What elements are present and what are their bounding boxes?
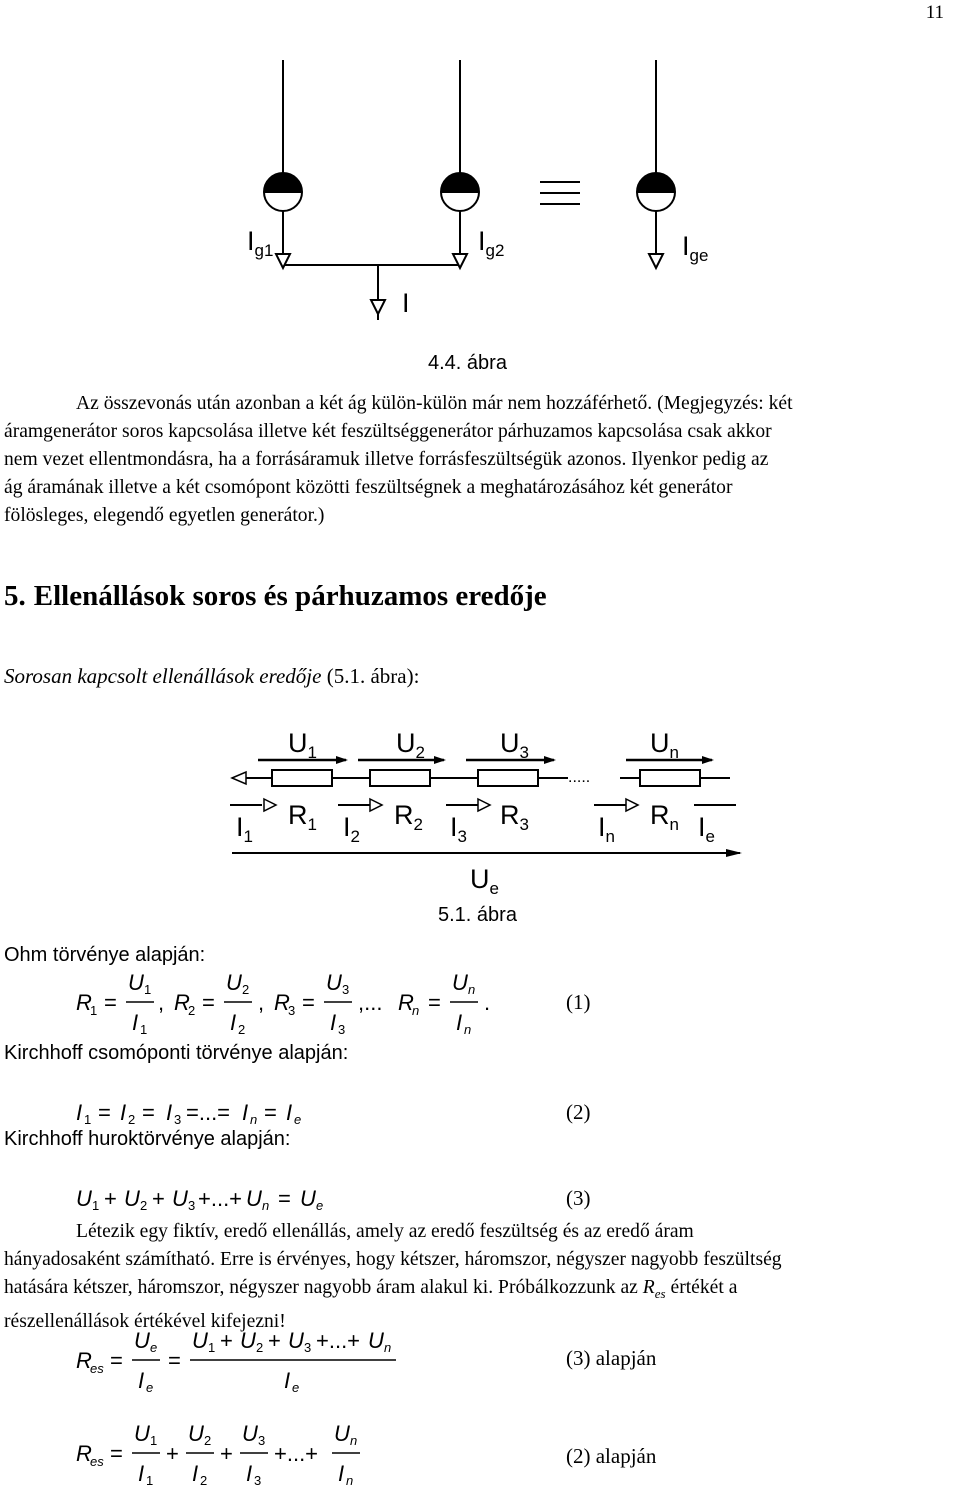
svg-text:U: U <box>134 1421 150 1446</box>
svg-text:U: U <box>124 1186 140 1211</box>
subsection-title-italic: Sorosan kapcsolt ellenállások eredője <box>4 664 322 688</box>
svg-text:3: 3 <box>338 1022 346 1037</box>
label-rn: $R_n$ <box>650 800 679 834</box>
svg-text:n: n <box>250 1112 258 1127</box>
svg-text:n: n <box>350 1433 358 1448</box>
svg-text:R: R <box>76 1348 92 1373</box>
label-u2: $U_2$ <box>396 728 425 762</box>
svg-text:+: + <box>268 1328 281 1353</box>
equation-4 <box>70 1326 490 1406</box>
svg-text:I: I <box>192 1461 199 1486</box>
svg-text:U: U <box>288 1328 304 1353</box>
equation-5 <box>70 1410 490 1490</box>
svg-text:+: + <box>220 1328 233 1353</box>
svg-text:1: 1 <box>150 1433 158 1448</box>
svg-text:U: U <box>192 1328 208 1353</box>
svg-text:e: e <box>292 1380 300 1395</box>
svg-text:I: I <box>166 1100 173 1125</box>
ohm-label: Ohm törvénye alapján: <box>4 944 206 966</box>
svg-text:U: U <box>240 1328 256 1353</box>
svg-text:+: + <box>220 1441 233 1466</box>
svg-text:3: 3 <box>288 1003 296 1018</box>
svg-text:=: = <box>264 1100 277 1125</box>
label-ige: $I_{ge}$ <box>682 231 709 265</box>
svg-text:1: 1 <box>144 982 152 997</box>
svg-text:=: = <box>302 990 315 1015</box>
svg-text:+: + <box>166 1441 179 1466</box>
svg-text:3: 3 <box>174 1112 182 1127</box>
svg-text:n: n <box>384 1340 392 1355</box>
page-number: 11 <box>925 2 944 23</box>
svg-text:e: e <box>294 1112 302 1127</box>
label-i1: $I_1$ <box>236 812 253 846</box>
svg-text:,: , <box>258 990 265 1015</box>
svg-text:.: . <box>484 990 491 1015</box>
svg-text:,: , <box>158 990 165 1015</box>
svg-text:=...=: =...= <box>186 1100 231 1125</box>
svg-text:e: e <box>316 1198 324 1213</box>
svg-text:+...+: +...+ <box>274 1441 319 1466</box>
paragraph-line: ág áramának illetve a két csomópont közötti feszültségnek a meghatározásához két generátor <box>4 477 733 498</box>
svg-text:I: I <box>76 1100 83 1125</box>
svg-text:3: 3 <box>254 1473 262 1488</box>
svg-text:=: = <box>428 990 441 1015</box>
svg-text:es: es <box>90 1454 104 1469</box>
svg-text:3: 3 <box>258 1433 266 1448</box>
paragraph-line: Létezik egy fiktív, eredő ellenállás, amely az eredő feszültség és az eredő áram <box>76 1221 694 1242</box>
svg-text:3: 3 <box>304 1340 312 1355</box>
label-r1: $R_1$ <box>288 800 317 834</box>
svg-text:2: 2 <box>128 1112 136 1127</box>
paragraph-line: Az összevonás után azonban a két ág külön-külön már nem hozzáférhető. (Megjegyzés: két <box>76 393 793 414</box>
svg-text:=: = <box>104 990 117 1015</box>
svg-text:U: U <box>134 1328 150 1353</box>
label-ig2: $I_{g2}$ <box>478 226 505 260</box>
arrow-down-icon <box>276 254 663 314</box>
ellipsis-dots: ..... <box>568 769 591 786</box>
kirchhoff-loop-label: Kirchhoff huroktörvénye alapján: <box>4 1128 291 1150</box>
svg-text:n: n <box>346 1473 354 1488</box>
svg-text:1: 1 <box>84 1112 92 1127</box>
svg-text:I: I <box>284 1368 291 1393</box>
svg-text:2: 2 <box>238 1022 246 1037</box>
svg-text:+...+: +...+ <box>198 1186 243 1211</box>
paragraph-line: nem vezet ellentmondásra, ha a forrásáramuk illetve forrásfeszültségük azonos. Ilyenkor pedig az <box>4 449 769 470</box>
svg-text:I: I <box>338 1461 345 1486</box>
label-i3: $I_3$ <box>450 812 467 846</box>
svg-text:R: R <box>398 990 414 1015</box>
label-ig1: $I_{g1}$ <box>247 226 274 260</box>
svg-text:U: U <box>172 1186 188 1211</box>
section-title-text: Ellenállások soros és párhuzamos eredője <box>33 580 547 612</box>
svg-text:I: I <box>138 1461 145 1486</box>
kirchhoff-node-label: Kirchhoff csomóponti törvénye alapján: <box>4 1042 349 1064</box>
svg-text:R: R <box>174 990 190 1015</box>
paragraph-line: hányadosaként számítható. Erre is érvényes, hogy kétszer, háromszor, négyszer nagyobb feszültség <box>4 1249 782 1270</box>
equation-5-note: (2) alapján <box>566 1444 657 1468</box>
label-i2: $I_2$ <box>343 812 360 846</box>
label-ie: $I_e$ <box>698 812 715 846</box>
svg-text:2: 2 <box>140 1198 148 1213</box>
paragraph-1 <box>4 390 956 530</box>
svg-text:=: = <box>142 1100 155 1125</box>
subsection-title-rest: (5.1. ábra): <box>321 664 420 688</box>
subsection-title <box>4 664 419 689</box>
paragraph-line: részellenállások értékével kifejezni! <box>4 1310 286 1332</box>
equation-4-note: (3) alapján <box>566 1346 657 1370</box>
svg-text:,...: ,... <box>358 990 383 1015</box>
paragraph-line: fölösleges, elegendő egyetlen generátor.) <box>4 505 325 526</box>
svg-text:U: U <box>452 970 468 995</box>
svg-text:U: U <box>226 970 242 995</box>
svg-text:=: = <box>168 1348 181 1373</box>
label-i: I <box>402 288 410 318</box>
svg-text:U: U <box>300 1186 316 1211</box>
svg-text:1: 1 <box>140 1022 148 1037</box>
label-un: $U_n$ <box>650 728 679 762</box>
svg-text:I: I <box>286 1100 293 1125</box>
svg-text:+...+: +...+ <box>316 1328 361 1353</box>
equation-3 <box>70 1180 410 1220</box>
label-u1: $U_1$ <box>288 728 317 762</box>
svg-text:=: = <box>98 1100 111 1125</box>
svg-text:=: = <box>110 1348 123 1373</box>
label-u3: $U_3$ <box>500 728 529 762</box>
svg-text:U: U <box>128 970 144 995</box>
svg-text:U: U <box>368 1328 384 1353</box>
paragraph-line: hatására kétszer, háromszor, négyszer nagyobb áram alakul ki. Próbálkozzunk az $R_{es}$ értékét a <box>4 1277 738 1301</box>
svg-text:R: R <box>76 1441 92 1466</box>
equation-2-number: (2) <box>566 1100 591 1124</box>
label-ue: $U_e$ <box>470 864 499 898</box>
svg-text:e: e <box>146 1380 154 1395</box>
section-title <box>4 580 555 613</box>
svg-text:+: + <box>152 1186 165 1211</box>
svg-text:+: + <box>104 1186 117 1211</box>
svg-text:2: 2 <box>204 1433 212 1448</box>
figure-5-1-caption: 5.1. ábra <box>438 904 517 926</box>
svg-text:n: n <box>464 1022 472 1037</box>
svg-text:U: U <box>188 1421 204 1446</box>
svg-text:I: I <box>456 1010 463 1035</box>
svg-text:n: n <box>412 1003 420 1018</box>
figure-4-4-caption: 4.4. ábra <box>428 352 507 374</box>
paragraph-2 <box>4 1218 956 1336</box>
svg-text:I: I <box>132 1010 139 1035</box>
svg-text:e: e <box>150 1340 158 1355</box>
svg-text:U: U <box>246 1186 262 1211</box>
equation-3-number: (3) <box>566 1186 591 1210</box>
svg-text:1: 1 <box>92 1198 100 1213</box>
label-r2: $R_2$ <box>394 800 423 834</box>
svg-text:3: 3 <box>342 982 350 997</box>
equation-1-number: (1) <box>566 990 591 1014</box>
svg-text:R: R <box>274 990 290 1015</box>
figure-4-4 <box>0 0 960 345</box>
svg-text:U: U <box>334 1421 350 1446</box>
label-in: $I_n$ <box>598 812 615 846</box>
svg-text:es: es <box>90 1361 104 1376</box>
svg-text:2: 2 <box>242 982 250 997</box>
svg-text:U: U <box>326 970 342 995</box>
equation-1 <box>70 970 690 1040</box>
svg-text:I: I <box>120 1100 127 1125</box>
svg-text:R: R <box>76 990 92 1015</box>
svg-text:2: 2 <box>188 1003 196 1018</box>
svg-text:2: 2 <box>200 1473 208 1488</box>
svg-text:I: I <box>246 1461 253 1486</box>
svg-text:I: I <box>330 1010 337 1035</box>
svg-text:=: = <box>278 1186 291 1211</box>
svg-text:n: n <box>468 982 476 997</box>
svg-text:3: 3 <box>188 1198 196 1213</box>
svg-text:U: U <box>242 1421 258 1446</box>
svg-text:=: = <box>202 990 215 1015</box>
svg-text:=: = <box>110 1441 123 1466</box>
svg-text:1: 1 <box>146 1473 154 1488</box>
label-r3: $R_3$ <box>500 800 529 834</box>
svg-text:U: U <box>76 1186 92 1211</box>
paragraph-line: áramgenerátor soros kapcsolása illetve két feszültséggenerátor párhuzamos kapcsolása csak akkor <box>4 421 772 442</box>
svg-text:1: 1 <box>208 1340 216 1355</box>
svg-text:I: I <box>138 1368 145 1393</box>
svg-text:1: 1 <box>90 1003 98 1018</box>
svg-text:n: n <box>262 1198 270 1213</box>
svg-text:I: I <box>230 1010 237 1035</box>
svg-text:2: 2 <box>256 1340 264 1355</box>
svg-text:I: I <box>242 1100 249 1125</box>
section-number: 5. <box>4 580 26 612</box>
